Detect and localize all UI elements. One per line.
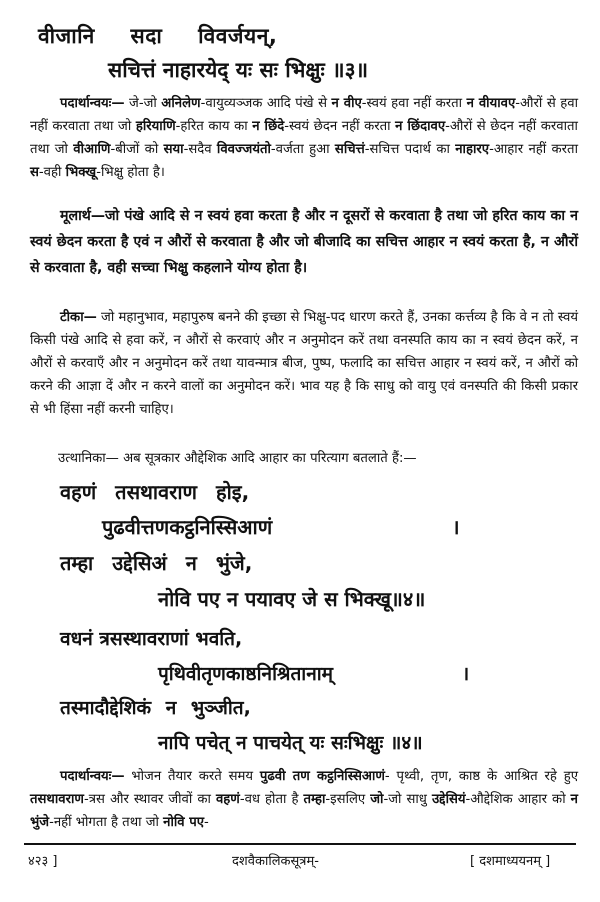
padarthanvaya-paragraph-1: पदार्थान्वयः— जे-जो अनिलेण-वायुव्यञ्जक आदि पंखे से न वीए-स्वयं हवा नहीं करता न वीयावए-औरों से हवा नहीं करवाता तथा जो हरियाणि-हरित काय का न छिंदे-स्वयं छेदन नहीं करता न छिंदावए-औरों से छेदन नहीं करवाता तथा जो वीआणि-बीजों को सया-सदैव विवज्जयंतो-वर्जता हुआ सचित्तं-सचित्त पदार्थ का नाहारए-आहार नहीं करता स-वही भिक्खू-भिक्षु होता है। — [30, 96, 578, 180]
prakrit-verse-line-4: नोवि पए न पयावए जे स भिक्खू॥४॥ — [158, 587, 426, 611]
sanskrit-verse-line-2-danda: । — [462, 663, 470, 685]
footer-divider — [24, 843, 576, 845]
tika-paragraph: टीका— जो महानुभाव, महापुरुष बनने की इच्छा से भिक्षु-पद धारण करते हैं, उनका कर्त्तव्य है कि वे न तो स्वयं किसी पंखे आदि से हवा करें, न औरों से करवाएं और न अनुमोदन करें तथा वनस्पति काय का न स्वयं छेदन करें, न औरों से करवाएँ और न अनुमोदन करें तथा यावन्मात्र बीज, पुष्प, फलादि का सचित्त आहार न स्वयं करें, न औरों को करने की आज्ञा दें और न करने वालों का अनुमोदन करें। भाव यह है कि साधु को वायु एवं वनस्पति की किसी प्रकार से भी हिंसा नहीं करनी चाहिए। — [30, 310, 578, 417]
prakrit-verse-line-3: तम्हा उद्देसिअं न भुंजे, — [60, 551, 253, 575]
page-number: ४२३ ] — [28, 854, 58, 869]
verse-3-line-2: सचित्तं नाहारयेद् यः सः भिक्षुः ॥३॥ — [108, 58, 369, 82]
padarthanvaya-paragraph-2: पदार्थान्वयः— भोजन तैयार करते समय पुढवी तण कट्ठनिस्सिआणं- पृथ्वी, तृण, काष्ठ के आश्रित रहे हुए तसथावराण-त्रस और स्थावर जीवों का वहणं-वध होता है तम्हा-इसलिए जो-जो साधु उद्देसियं-औद्देशिक आहार को न भुंजे-नहीं भोगता है तथा जो नोवि पए- — [30, 769, 579, 830]
prakrit-verse-line-1: वहणं तसथावराण होइ, — [60, 480, 250, 504]
sanskrit-verse-line-2: पृथिवीतृणकाष्ठनिश्रितानाम् — [158, 663, 334, 685]
sanskrit-verse-line-4: नापि पचेत् न पाचयेत् यः सःभिक्षुः ॥४॥ — [158, 732, 423, 754]
book-title: दशवैकालिकसूत्रम्- — [232, 854, 319, 869]
prakrit-verse-line-2-danda: । — [452, 515, 460, 539]
verse-3-line-1: वीजानि सदा विवर्जयन्, — [38, 24, 278, 48]
sanskrit-verse-line-3: तस्मादौद्देशिकं न भुञ्जीत, — [60, 697, 251, 719]
utthanika-intro: उत्थानिका— अब सूत्रकार औद्देशिक आदि आहार का परित्याग बतलाते हैं:— — [58, 451, 417, 466]
moolarth-paragraph: मूलार्थ—जो पंखे आदि से न स्वयं हवा करता है और न दूसरों से करवाता है तथा जो हरित काय का न स्वयं छेदन करता है एवं न औरों से करवाता है और जो बीजादि का सचित्त आहार न स्वयं करता है, न औरों से करवाता है, वही सच्चा भिक्षु कहलाने योग्य होता है। — [30, 208, 578, 276]
chapter-title: [ दशमाध्ययनम् ] — [470, 854, 551, 869]
sanskrit-verse-line-1: वधनं त्रसस्थावराणां भवति, — [60, 628, 243, 650]
prakrit-verse-line-2: पुढवीत्तणकट्ठनिस्सिआणं — [102, 515, 273, 539]
